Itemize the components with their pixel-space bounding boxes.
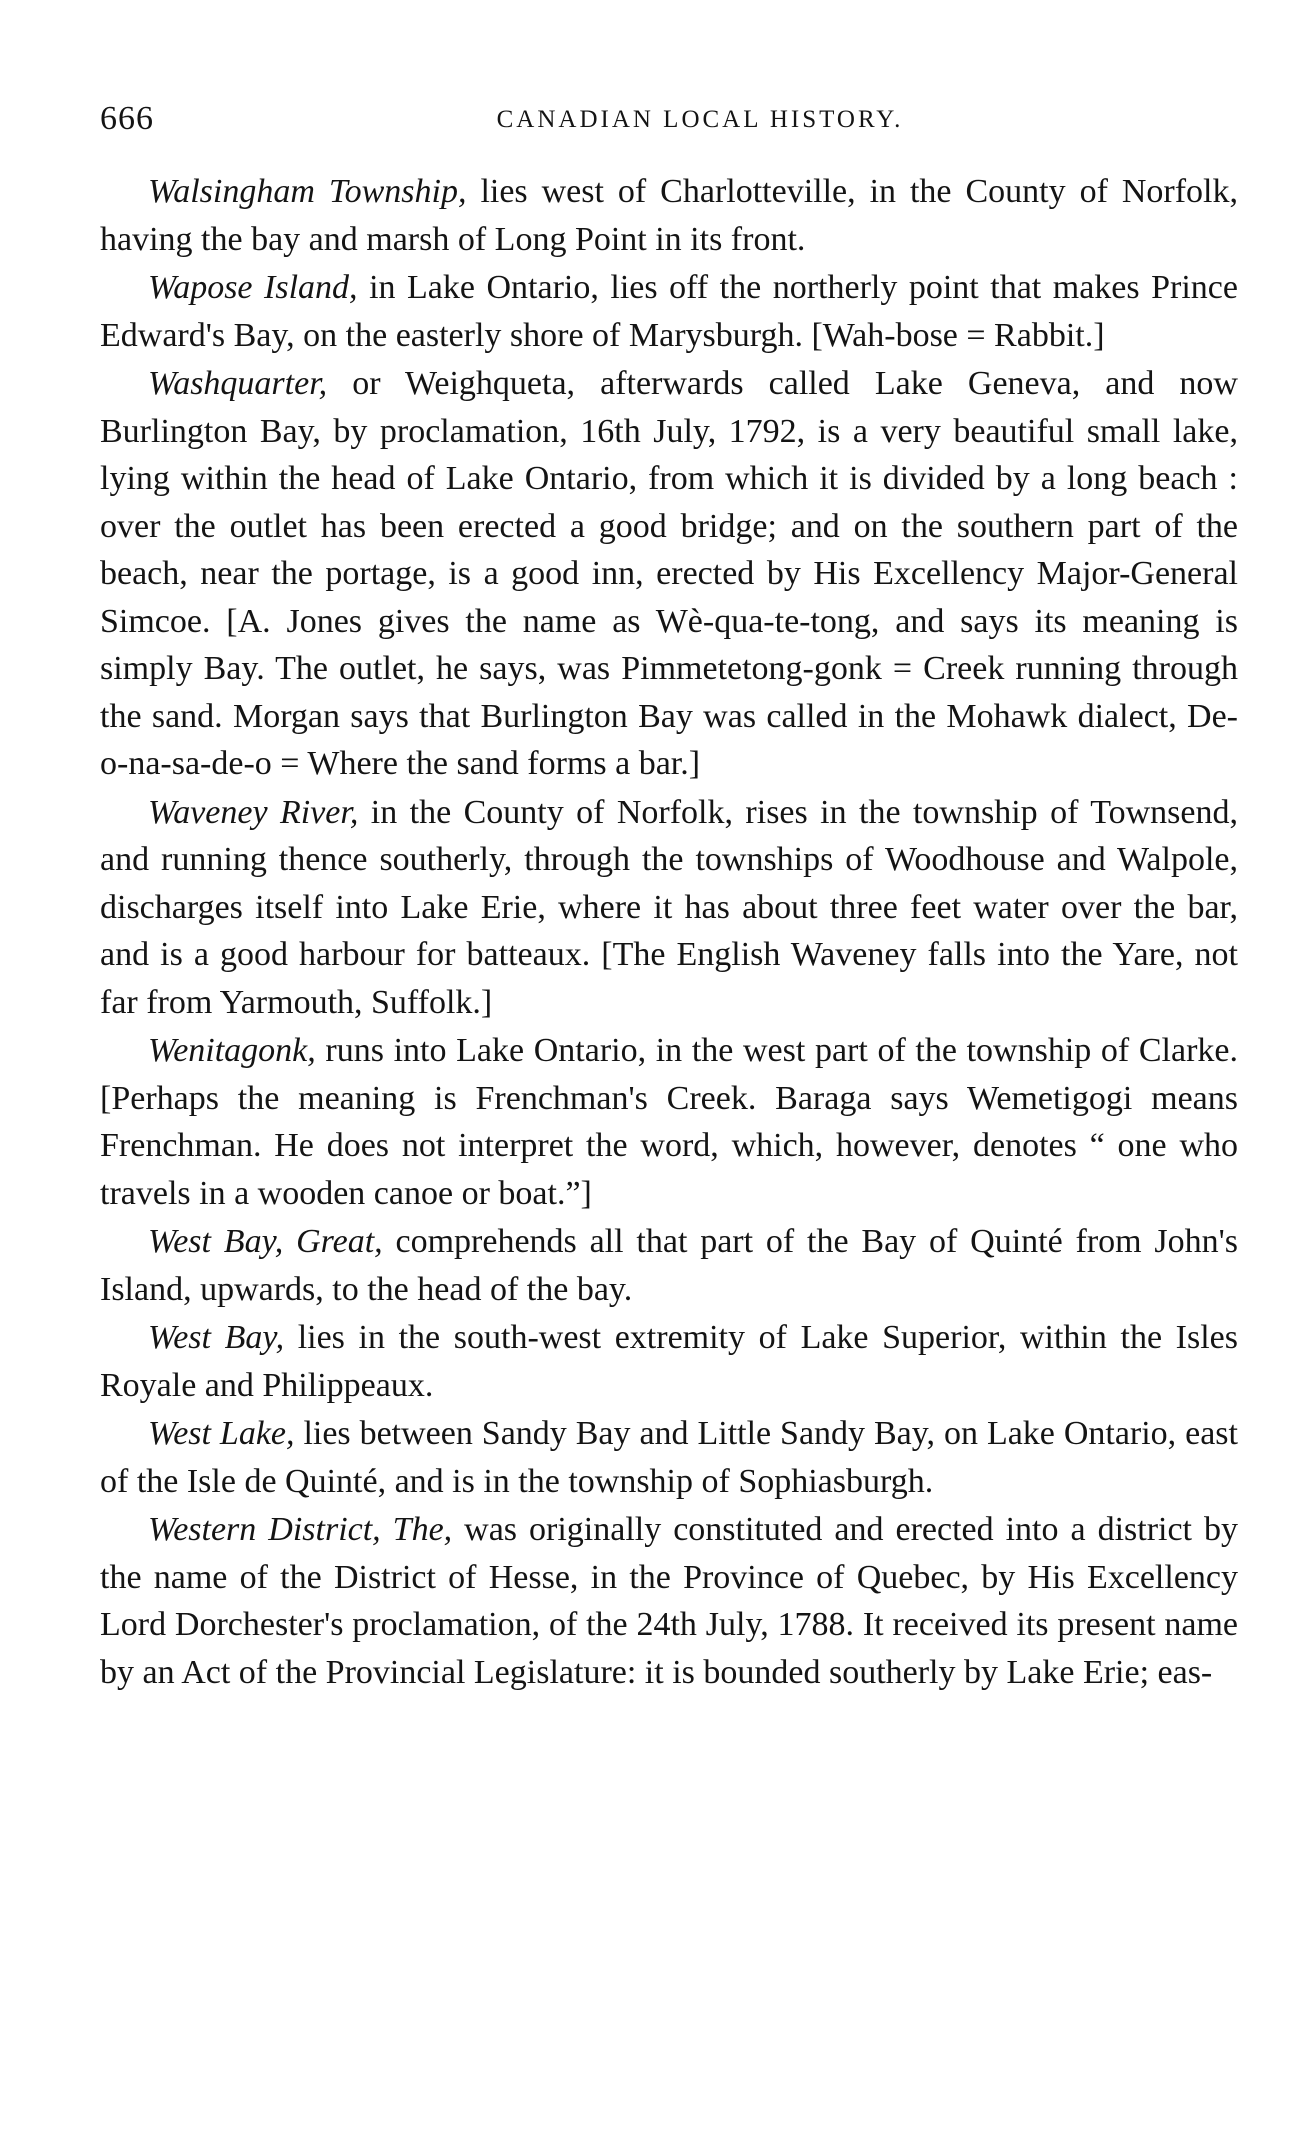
entry-text: lies west of Charlotteville, in the County of Norfolk, having the bay and marsh of Long Point in its front. [100, 173, 1238, 258]
page-number: 666 [100, 100, 154, 137]
entry-head: Washquarter, [148, 365, 328, 402]
entry-waveney-river [100, 789, 1238, 1027]
entry-text: in the County of Norfolk, rises in the township of Townsend, and running thence southerly, through the townships of Woodhouse and Walpole, discharges itself into Lake Erie, where it has about three feet water over the bar, and is a good harbour for batteaux. [The English Waveney falls into the Yare, not far from Yarmouth, Suffolk.] [100, 793, 1238, 1021]
entry-text: lies in the south-west extremity of Lake Superior, within the Isles Royale and Philippeaux. [100, 1319, 1238, 1404]
entry-head: Wapose Island, [148, 269, 358, 306]
entry-head: Wenitagonk, [148, 1032, 316, 1069]
entry-wenitagonk [100, 1027, 1238, 1217]
entry-head: West Bay, Great, [148, 1223, 383, 1260]
entry-west-lake [100, 1410, 1238, 1505]
entry-wapose-island [100, 264, 1238, 359]
entry-text: was originally constituted and erected into a district by the name of the District of Hesse, in the Province of Quebec, by His Excellency Lord Dorchester's proclamation, of the 24th July, 1788. It received its present name by an Act of the Provincial Legislature: it is bounded southerly by Lake Erie; eas- [100, 1511, 1238, 1691]
body-text [100, 168, 1238, 1697]
entry-text: in Lake Ontario, lies off the northerly point that makes Prince Edward's Bay, on the easterly shore of Marysburgh. [Wah-bose = Rabbit.] [100, 269, 1238, 354]
entry-head: West Bay, [148, 1319, 285, 1356]
page-header [100, 100, 1240, 140]
entry-text: or Weighqueta, afterwards called Lake Geneva, and now Burlington Bay, by proclamation, 16th July, 1792, is a very beautiful small lake, lying within the head of Lake Ontario, from which it is divided by a long beach : over the outlet has been erected a good bridge; and on the southern part of the beach, near the portage, is a good inn, erected by His Excellency Major-General Simcoe. [A. Jones gives the name as Wè-qua-te-tong, and says its meaning is simply Bay. The outlet, he says, was Pimmetetong-gonk = Creek running through the sand. Morgan says that Burlington Bay was called in the Mohawk dialect, De-o-na-sa-de-o = Where the sand forms a bar.] [100, 365, 1238, 782]
entry-west-bay [100, 1314, 1238, 1409]
entry-text: runs into Lake Ontario, in the west part of the township of Clarke. [Perhaps the meaning is Frenchman's Creek. Baraga says Wemetigogi means Frenchman. He does not interpret the word, which, however, denotes “ one who travels in a wooden canoe or boat.”] [100, 1032, 1238, 1212]
running-title: CANADIAN LOCAL HISTORY. [496, 106, 904, 133]
entry-head: West Lake, [148, 1415, 295, 1452]
entry-western-district [100, 1506, 1238, 1696]
entry-west-bay-great [100, 1218, 1238, 1313]
entry-washquarter [100, 360, 1238, 788]
entry-head: Waveney River, [148, 793, 359, 831]
entry-walsingham-township [100, 168, 1238, 263]
entry-head: Walsingham Township, [148, 173, 467, 210]
entry-head: Western District, The, [148, 1511, 453, 1548]
entry-text: comprehends all that part of the Bay of Quinté from John's Island, upwards, to the head of the bay. [100, 1223, 1239, 1308]
entry-text: lies between Sandy Bay and Little Sandy Bay, on Lake Ontario, east of the Isle de Quinté, and is in the township of Sophiasburgh. [100, 1415, 1238, 1500]
